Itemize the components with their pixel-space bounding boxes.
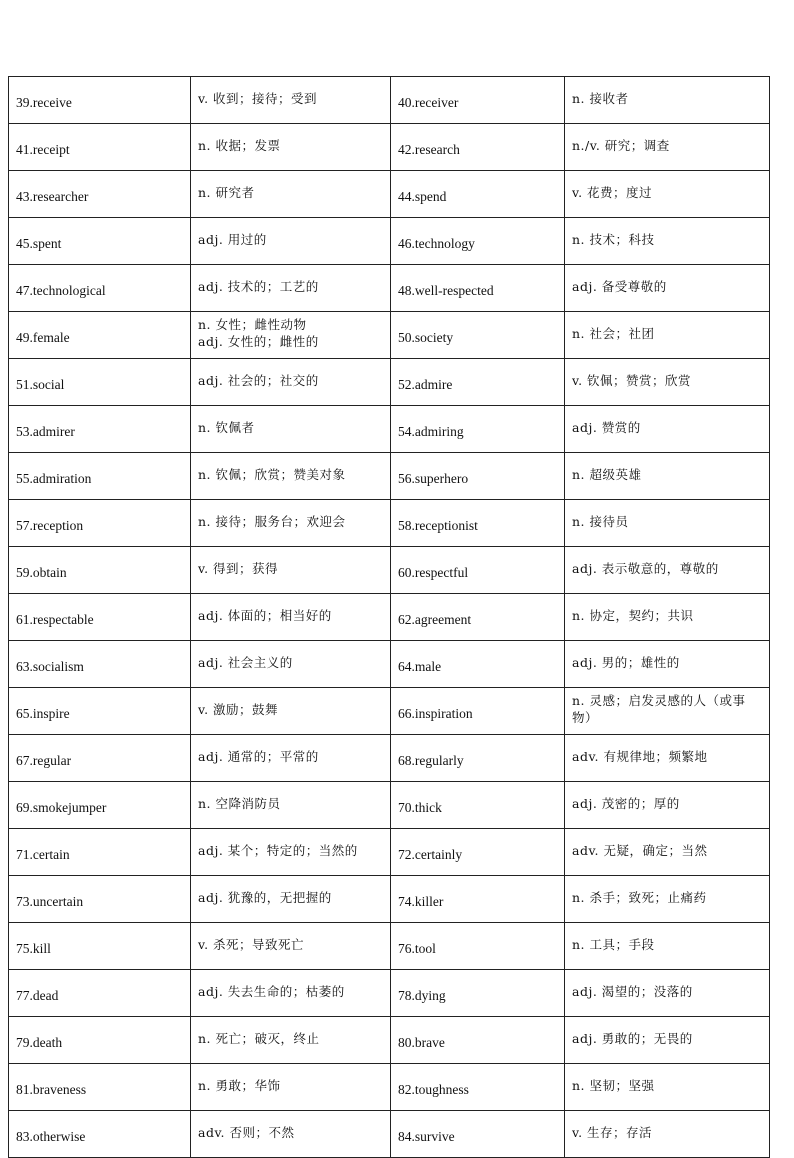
word-cell: 58.receptionist xyxy=(391,500,565,547)
table-row xyxy=(9,876,770,923)
definition-cell: n. 钦佩；欣赏；赞美对象 xyxy=(191,453,391,500)
word-cell: 67.regular xyxy=(9,735,191,782)
definition-cell: adv. 无疑，确定；当然 xyxy=(565,829,770,876)
word-cell: 66.inspiration xyxy=(391,688,565,735)
word-cell: 62.agreement xyxy=(391,594,565,641)
word-cell: 74.killer xyxy=(391,876,565,923)
table-row xyxy=(9,735,770,782)
table-row xyxy=(9,594,770,641)
definition-cell: adj. 用过的 xyxy=(191,218,391,265)
definition-cell: adj. 失去生命的；枯萎的 xyxy=(191,970,391,1017)
definition-cell: n. 空降消防员 xyxy=(191,782,391,829)
definition-cell: adv. 有规律地；频繁地 xyxy=(565,735,770,782)
table-row xyxy=(9,77,770,124)
word-cell: 43.researcher xyxy=(9,171,191,218)
word-cell: 71.certain xyxy=(9,829,191,876)
definition-cell: v. 收到；接待；受到 xyxy=(191,77,391,124)
definition-cell: n. 超级英雄 xyxy=(565,453,770,500)
word-cell: 48.well-respected xyxy=(391,265,565,312)
table-row xyxy=(9,171,770,218)
definition-cell: adj. 表示敬意的，尊敬的 xyxy=(565,547,770,594)
table-row xyxy=(9,265,770,312)
definition-cell: adj. 勇敢的；无畏的 xyxy=(565,1017,770,1064)
word-cell: 56.superhero xyxy=(391,453,565,500)
word-cell: 72.certainly xyxy=(391,829,565,876)
word-cell: 60.respectful xyxy=(391,547,565,594)
definition-cell: adj. 茂密的；厚的 xyxy=(565,782,770,829)
definition-cell: adj. 社会主义的 xyxy=(191,641,391,688)
word-cell: 81.braveness xyxy=(9,1064,191,1111)
word-cell: 44.spend xyxy=(391,171,565,218)
table-row xyxy=(9,547,770,594)
word-cell: 61.respectable xyxy=(9,594,191,641)
definition-cell: n. 协定，契约；共识 xyxy=(565,594,770,641)
definition-cell: adj. 通常的；平常的 xyxy=(191,735,391,782)
word-cell: 69.smokejumper xyxy=(9,782,191,829)
definition-cell: v. 激励；鼓舞 xyxy=(191,688,391,735)
table-row xyxy=(9,688,770,735)
definition-cell: n. 接待；服务台；欢迎会 xyxy=(191,500,391,547)
definition-cell: n. 死亡；破灭，终止 xyxy=(191,1017,391,1064)
table-row xyxy=(9,641,770,688)
definition-cell: adj. 犹豫的，无把握的 xyxy=(191,876,391,923)
word-cell: 45.spent xyxy=(9,218,191,265)
definition-cell: adj. 某个；特定的；当然的 xyxy=(191,829,391,876)
table-row xyxy=(9,359,770,406)
table-row xyxy=(9,970,770,1017)
definition-cell: v. 得到；获得 xyxy=(191,547,391,594)
word-cell: 40.receiver xyxy=(391,77,565,124)
word-cell: 64.male xyxy=(391,641,565,688)
definition-cell: adv. 否则；不然 xyxy=(191,1111,391,1158)
word-cell: 41.receipt xyxy=(9,124,191,171)
definition-cell: adj. 社会的；社交的 xyxy=(191,359,391,406)
word-cell: 47.technological xyxy=(9,265,191,312)
definition-cell: n. 接收者 xyxy=(565,77,770,124)
definition-cell: n. 工具；手段 xyxy=(565,923,770,970)
word-cell: 53.admirer xyxy=(9,406,191,453)
definition-cell: n. 女性；雌性动物 adj. 女性的；雌性的 xyxy=(191,312,391,359)
definition-cell: n. 坚韧；坚强 xyxy=(565,1064,770,1111)
definition-cell: n. 社会；社团 xyxy=(565,312,770,359)
table-row xyxy=(9,218,770,265)
word-cell: 80.brave xyxy=(391,1017,565,1064)
table-row xyxy=(9,1017,770,1064)
definition-cell: n. 技术；科技 xyxy=(565,218,770,265)
table-row xyxy=(9,1064,770,1111)
word-cell: 54.admiring xyxy=(391,406,565,453)
table-row xyxy=(9,406,770,453)
definition-cell: n. 收据；发票 xyxy=(191,124,391,171)
definition-cell: v. 钦佩；赞赏；欣赏 xyxy=(565,359,770,406)
definition-cell: v. 杀死；导致死亡 xyxy=(191,923,391,970)
vocabulary-table-body xyxy=(9,77,770,1158)
vocabulary-table xyxy=(8,76,770,1158)
word-cell: 50.society xyxy=(391,312,565,359)
table-row xyxy=(9,829,770,876)
word-cell: 55.admiration xyxy=(9,453,191,500)
table-row xyxy=(9,1111,770,1158)
word-cell: 59.obtain xyxy=(9,547,191,594)
definition-cell: v. 花费；度过 xyxy=(565,171,770,218)
word-cell: 51.social xyxy=(9,359,191,406)
definition-cell: n. 研究者 xyxy=(191,171,391,218)
definition-cell: n. 灵感；启发灵感的人（或事物） xyxy=(565,688,770,735)
word-cell: 84.survive xyxy=(391,1111,565,1158)
definition-cell: n. 接待员 xyxy=(565,500,770,547)
definition-cell: adj. 技术的；工艺的 xyxy=(191,265,391,312)
word-cell: 77.dead xyxy=(9,970,191,1017)
definition-cell: adj. 渴望的；没落的 xyxy=(565,970,770,1017)
definition-cell: n. 勇敢；华饰 xyxy=(191,1064,391,1111)
word-cell: 63.socialism xyxy=(9,641,191,688)
word-cell: 76.tool xyxy=(391,923,565,970)
word-cell: 49.female xyxy=(9,312,191,359)
definition-cell: v. 生存；存活 xyxy=(565,1111,770,1158)
definition-cell: adj. 体面的；相当好的 xyxy=(191,594,391,641)
word-cell: 70.thick xyxy=(391,782,565,829)
word-cell: 78.dying xyxy=(391,970,565,1017)
word-cell: 73.uncertain xyxy=(9,876,191,923)
table-row xyxy=(9,923,770,970)
word-cell: 52.admire xyxy=(391,359,565,406)
definition-cell: adj. 备受尊敬的 xyxy=(565,265,770,312)
table-row xyxy=(9,782,770,829)
definition-cell: n. 杀手；致死；止痛药 xyxy=(565,876,770,923)
word-cell: 39.receive xyxy=(9,77,191,124)
word-cell: 65.inspire xyxy=(9,688,191,735)
word-cell: 42.research xyxy=(391,124,565,171)
table-row xyxy=(9,124,770,171)
table-row xyxy=(9,500,770,547)
word-cell: 82.toughness xyxy=(391,1064,565,1111)
word-cell: 68.regularly xyxy=(391,735,565,782)
definition-cell: adj. 赞赏的 xyxy=(565,406,770,453)
definition-cell: n./v. 研究；调查 xyxy=(565,124,770,171)
word-cell: 75.kill xyxy=(9,923,191,970)
word-cell: 83.otherwise xyxy=(9,1111,191,1158)
word-cell: 46.technology xyxy=(391,218,565,265)
definition-cell: adj. 男的；雄性的 xyxy=(565,641,770,688)
table-row xyxy=(9,312,770,359)
table-row xyxy=(9,453,770,500)
word-cell: 79.death xyxy=(9,1017,191,1064)
definition-cell: n. 钦佩者 xyxy=(191,406,391,453)
word-cell: 57.reception xyxy=(9,500,191,547)
